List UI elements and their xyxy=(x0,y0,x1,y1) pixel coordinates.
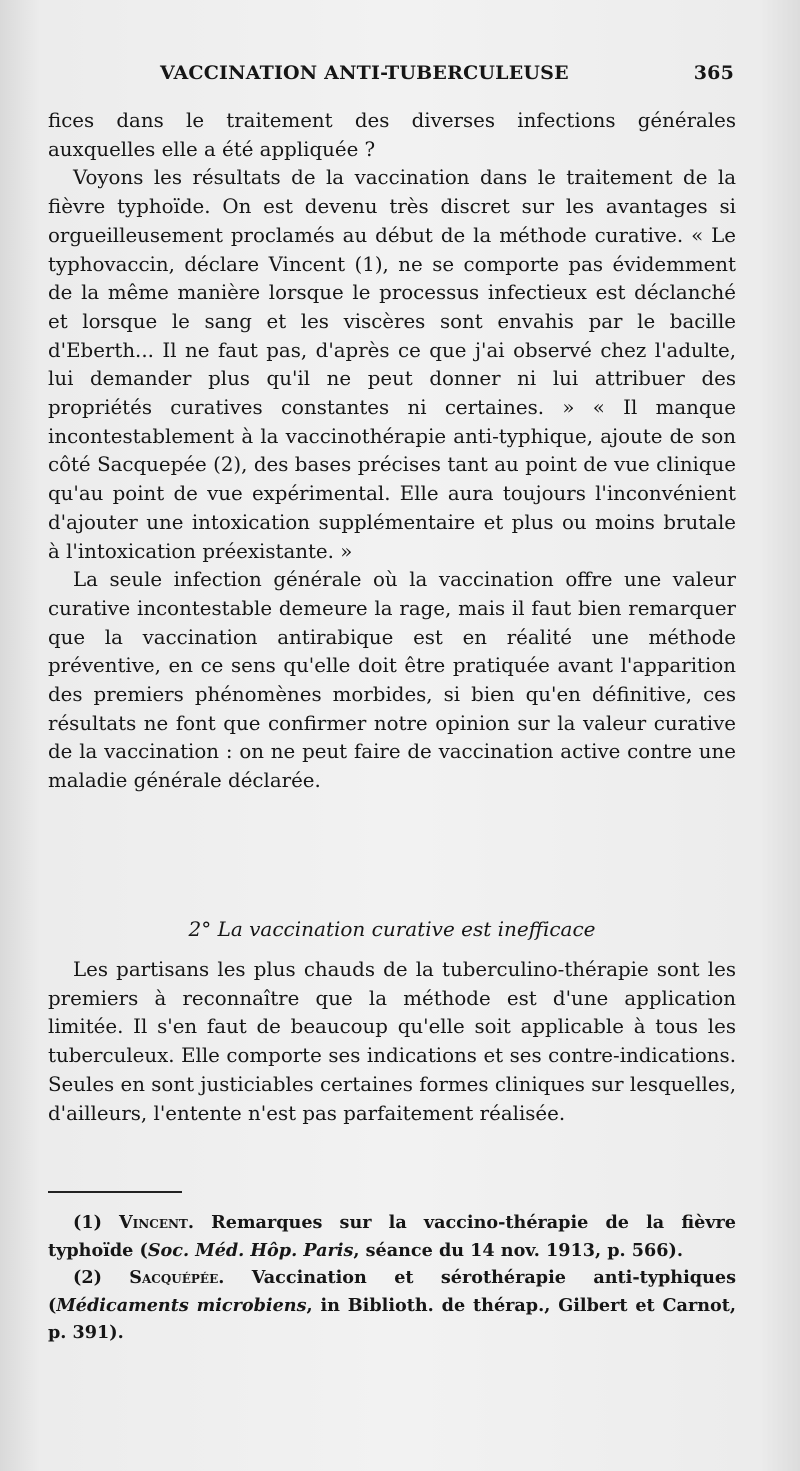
footnote-2-marker: (2) xyxy=(73,1267,102,1288)
footnote-1-author: Vincent xyxy=(119,1212,188,1233)
footnote-2-author: Sacquépée xyxy=(129,1267,219,1288)
footnote-2-text-b: , in Biblioth. de thérap., Gilbert et Carnot, p. 391). xyxy=(48,1294,736,1343)
footnote-1-marker: (1) xyxy=(73,1212,102,1233)
footnote-2-source: Médicaments microbiens xyxy=(56,1294,307,1316)
paragraph-continuation: fices dans le traitement des diverses infections générales auxquelles elle a été appliquée ? xyxy=(48,109,736,161)
running-header xyxy=(160,62,740,86)
footnote-separator xyxy=(48,1191,182,1193)
footnote-1-text-a: . Remarques sur la vaccino-thérapie de la fièvre typhoïde ( xyxy=(48,1212,736,1261)
body-text-top xyxy=(48,107,736,796)
footnote-2 xyxy=(48,1264,736,1347)
running-title: VACCINATION ANTI-TUBERCULEUSE xyxy=(160,62,569,84)
body-text-bottom xyxy=(48,956,736,1128)
page-number: 365 xyxy=(693,62,734,84)
paragraph-rabies: La seule infection générale où la vaccination offre une valeur curative incontestable demeure la rage, mais il faut bien remarquer que la vaccination antirabique est en réalité une méthode préventive, en ce sens qu'elle doit être pratiquée avant l'apparition des premiers phénomènes morbides, si bien qu'en définitive, ces résultats ne font que confirmer notre opinion sur la valeur curative de la vaccination : on ne peut faire de vaccination active contre une maladie générale déclarée. xyxy=(48,568,736,793)
footnote-1 xyxy=(48,1209,736,1264)
footnotes xyxy=(48,1209,736,1347)
paragraph-typhoid: Voyons les résultats de la vaccination dans le traitement de la fièvre typhoïde. On est devenu très discret sur les avantages si orgueilleusement proclamés au début de la méthode curative. « Le typhovaccin, déclare Vincent (1), ne se comporte pas évidemment de la même manière lorsque le processus infectieux est déclanché et lorsque le sang et les viscères sont envahis par le bacille d'Eberth... Il ne faut pas, d'après ce que j'ai observé chez l'adulte, lui demander plus qu'il ne peut donner ni lui attribuer des propriétés curatives constantes ni certaines. » « Il manque incontestablement à la vaccinothérapie anti-typhique, ajoute de son côté Sacquepée (2), des bases précises tant au point de vue clinique qu'au point de vue expérimental. Elle aura toujours l'inconvénient d'ajouter une intoxication supplémentaire et plus ou moins brutale à l'intoxication préexistante. » xyxy=(48,166,736,563)
paragraph-tuberculino-therapy: Les partisans les plus chauds de la tuberculino-thérapie sont les premiers à reconnaître que la méthode est d'une application limitée. Il s'en faut de beaucoup qu'elle soit applicable à tous les tuberculeux. Elle comporte ses indications et ses contre-indications. Seules en sont justiciables certaines formes cliniques sur lesquelles, d'ailleurs, l'entente n'est pas parfaitement réalisée. xyxy=(48,958,736,1125)
section-heading: 2° La vaccination curative est inefficace xyxy=(188,917,596,941)
footnote-1-text-b: , séance du 14 nov. 1913, p. 566). xyxy=(353,1239,683,1261)
footnote-2-text-a: . Vaccination et sérothérapie anti-typhiques ( xyxy=(48,1267,736,1316)
footnote-1-source: Soc. Méd. Hôp. Paris xyxy=(147,1239,354,1261)
